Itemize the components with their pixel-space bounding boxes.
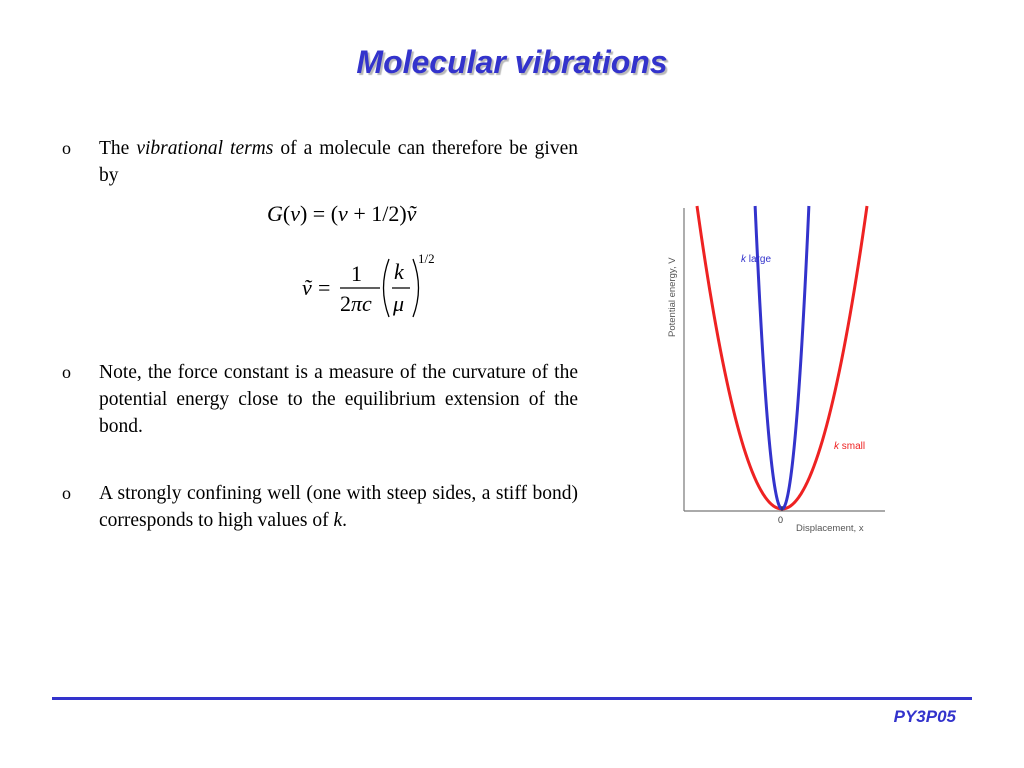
text-run: A strongly confining well (one with steep sides, a stiff bond) corresponds to high values of [99,483,578,531]
footer-rule [52,697,972,700]
bullet-confining-well [62,480,578,534]
y-axis-label: Potential energy, V [667,257,678,337]
k-symbol: k [834,441,839,452]
emphasis-text: vibrational terms [136,138,274,159]
equation-wavenumber [290,245,460,325]
bullet-vibrational-terms [62,135,578,189]
bullet-text [99,480,578,534]
bullet-text: Note, the force constant is a measure of the curvature of the potential energy close to the equilibrium extension of the bond. [99,362,578,437]
svg-text:ṽ: ṽ [302,275,312,300]
text-run: . [342,510,348,531]
bullet-marker: o [62,362,71,382]
curve-k-large [755,206,809,509]
bullet-force-constant [62,359,578,440]
emphasis-text: k [333,510,343,531]
footer-course-code: PY3P05 [893,707,956,726]
slide-title: Molecular vibrations [356,44,668,80]
label-k-small [834,441,865,452]
svg-text:μ: μ [393,291,405,316]
svg-text:2πc: 2πc [340,291,372,316]
potential-energy-plot [660,200,895,540]
text-run: of a molecule can therefore be given by [99,138,578,186]
origin-label: 0 [778,515,784,525]
svg-text:1: 1 [351,261,362,286]
svg-text:=: = [318,275,331,300]
svg-text:k: k [394,259,404,284]
text-run: The [99,138,137,159]
equation-vibrational-term: G(v) = (v + 1/2)ṽ [267,201,417,226]
svg-text:1/2: 1/2 [418,251,435,266]
curve-k-small [697,206,867,509]
label-k-large [741,254,771,265]
k-symbol: k [741,254,746,265]
label-suffix: large [746,254,772,265]
label-suffix: small [839,441,866,452]
bullet-marker: o [62,483,71,503]
x-axis-label: Displacement, x [796,523,864,534]
bullet-marker: o [62,138,71,158]
bullet-text [99,135,578,189]
